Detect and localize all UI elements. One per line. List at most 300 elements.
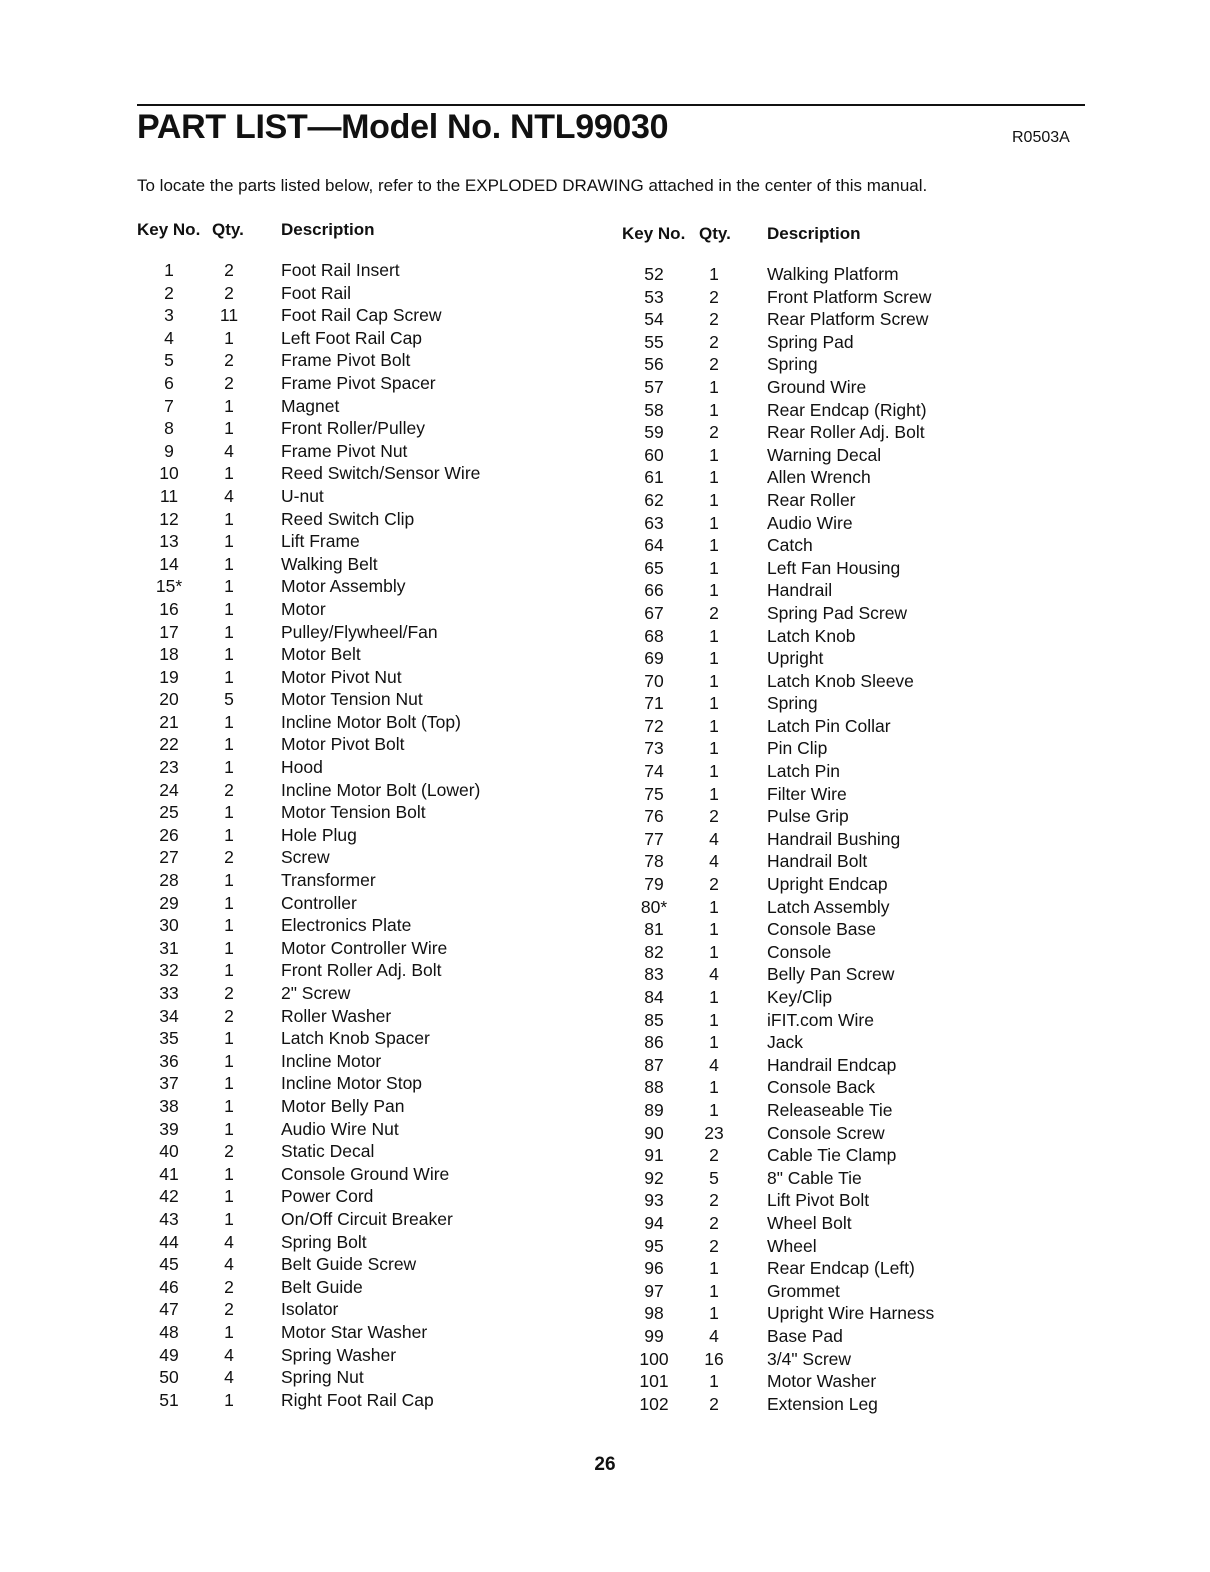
- qty-cell: 2: [709, 1145, 719, 1166]
- description-cell: Isolator: [281, 1299, 339, 1320]
- qty-cell: 1: [224, 915, 234, 936]
- qty-cell: 1: [709, 264, 719, 284]
- key-cell: 51: [159, 1389, 179, 1410]
- key-cell: 26: [159, 824, 179, 845]
- qty-cell: 1: [709, 1077, 719, 1098]
- description-cell: U-nut: [281, 485, 324, 506]
- description-cell: Motor Belly Pan: [281, 1095, 405, 1116]
- key-cell: 34: [159, 1005, 179, 1026]
- key-cell: 17: [159, 621, 179, 642]
- description-cell: Rear Roller Adj. Bolt: [767, 422, 925, 443]
- qty-cell: 4: [224, 440, 234, 461]
- qty-cell: 2: [224, 282, 234, 303]
- key-cell: 7: [164, 395, 174, 416]
- qty-cell: 1: [709, 376, 719, 397]
- qty-cell: 1: [224, 960, 234, 981]
- description-cell: 3/4" Screw: [767, 1348, 852, 1369]
- key-cell: 63: [644, 512, 664, 533]
- qty-cell: 2: [709, 1235, 719, 1256]
- key-cell: 82: [644, 941, 664, 962]
- qty-cell: 4: [224, 1231, 234, 1252]
- key-cell: 60: [644, 444, 664, 465]
- key-cell: 56: [644, 354, 664, 375]
- column-header-qty: Qty.: [699, 224, 731, 243]
- description-cell: Motor Belt: [281, 644, 361, 665]
- description-cell: Latch Knob: [767, 625, 856, 646]
- key-cell: 16: [159, 598, 179, 619]
- key-cell: 22: [159, 734, 179, 755]
- key-cell: 30: [159, 915, 179, 936]
- description-cell: Hood: [281, 757, 323, 778]
- qty-cell: 4: [709, 964, 719, 985]
- qty-cell: 2: [709, 354, 719, 375]
- description-cell: Frame Pivot Spacer: [281, 372, 436, 393]
- key-cell: 101: [639, 1371, 669, 1392]
- description-cell: Motor Pivot Nut: [281, 666, 402, 687]
- key-cell: 65: [644, 557, 664, 578]
- description-cell: 2" Screw: [281, 983, 351, 1003]
- qty-cell: 1: [709, 535, 719, 556]
- key-cell: 42: [159, 1186, 179, 1207]
- key-cell: 45: [159, 1254, 179, 1275]
- key-cell: 33: [159, 983, 179, 1003]
- qty-cell: 1: [709, 738, 719, 759]
- qty-cell: 1: [709, 941, 719, 962]
- description-cell: Filter Wire: [767, 783, 847, 804]
- qty-cell: 4: [224, 1344, 234, 1365]
- description-cell: Pulse Grip: [767, 806, 849, 827]
- key-cell: 62: [644, 489, 664, 510]
- description-cell: Transformer: [281, 870, 376, 891]
- key-cell: 81: [644, 919, 664, 940]
- key-cell: 19: [159, 666, 179, 687]
- description-cell: Latch Assembly: [767, 896, 890, 917]
- description-cell: Audio Wire: [767, 512, 853, 533]
- qty-cell: 5: [224, 689, 234, 710]
- description-cell: Cable Tie Clamp: [767, 1145, 897, 1166]
- qty-cell: 1: [224, 892, 234, 913]
- qty-cell: 1: [224, 508, 234, 529]
- qty-cell: 2: [709, 1393, 719, 1414]
- key-cell: 14: [159, 553, 179, 574]
- qty-cell: 2: [709, 286, 719, 307]
- description-cell: Right Foot Rail Cap: [281, 1389, 434, 1410]
- qty-cell: 1: [224, 1321, 234, 1342]
- description-cell: Motor Assembly: [281, 576, 406, 597]
- key-cell: 79: [644, 874, 664, 895]
- description-cell: 8" Cable Tie: [767, 1167, 862, 1188]
- qty-cell: 1: [224, 1208, 234, 1229]
- description-cell: Frame Pivot Nut: [281, 440, 408, 461]
- qty-cell: 1: [224, 1028, 234, 1049]
- key-cell: 40: [159, 1141, 179, 1162]
- description-cell: Spring Bolt: [281, 1231, 367, 1252]
- key-cell: 68: [644, 625, 664, 646]
- description-cell: Rear Endcap (Right): [767, 399, 927, 420]
- key-cell: 73: [644, 738, 664, 759]
- key-cell: 29: [159, 892, 179, 913]
- qty-cell: 1: [709, 399, 719, 420]
- description-cell: Upright Endcap: [767, 874, 888, 895]
- key-cell: 46: [159, 1276, 179, 1297]
- qty-cell: 1: [224, 531, 234, 552]
- description-cell: Rear Endcap (Left): [767, 1258, 915, 1279]
- qty-cell: 1: [709, 512, 719, 533]
- description-cell: Console: [767, 941, 832, 962]
- description-cell: Motor Controller Wire: [281, 937, 448, 958]
- qty-cell: 2: [709, 806, 719, 827]
- key-cell: 57: [644, 376, 664, 397]
- description-cell: Lift Pivot Bolt: [767, 1190, 870, 1211]
- description-cell: Spring Nut: [281, 1367, 364, 1388]
- column-header-description: Description: [767, 224, 861, 243]
- description-cell: Ground Wire: [767, 376, 867, 397]
- qty-cell: 4: [709, 1054, 719, 1075]
- description-cell: Reed Switch Clip: [281, 508, 415, 529]
- key-cell: 88: [644, 1077, 664, 1098]
- qty-cell: 2: [709, 309, 719, 330]
- key-cell: 102: [639, 1393, 669, 1414]
- qty-cell: 2: [224, 1005, 234, 1026]
- description-cell: Upright Wire Harness: [767, 1303, 935, 1324]
- key-cell: 36: [159, 1050, 179, 1071]
- description-cell: Motor Tension Nut: [281, 689, 423, 710]
- key-cell: 12: [159, 508, 179, 529]
- qty-cell: 2: [224, 350, 234, 371]
- qty-cell: 2: [224, 1299, 234, 1320]
- key-cell: 28: [159, 870, 179, 891]
- key-cell: 86: [644, 1032, 664, 1053]
- key-cell: 87: [644, 1054, 664, 1075]
- description-cell: Extension Leg: [767, 1393, 878, 1414]
- key-cell: 18: [159, 644, 179, 665]
- description-cell: Controller: [281, 892, 357, 913]
- key-cell: 11: [159, 485, 179, 506]
- qty-cell: 1: [709, 1032, 719, 1053]
- qty-cell: 1: [224, 757, 234, 778]
- description-cell: Roller Washer: [281, 1005, 392, 1026]
- key-cell: 91: [644, 1145, 664, 1166]
- description-cell: Audio Wire Nut: [281, 1118, 399, 1139]
- qty-cell: 1: [709, 1303, 719, 1324]
- qty-cell: 1: [709, 489, 719, 510]
- qty-cell: 1: [709, 670, 719, 691]
- key-cell: 37: [159, 1073, 179, 1094]
- page-number: 26: [594, 1454, 616, 1475]
- key-cell: 93: [644, 1190, 664, 1211]
- description-cell: Pulley/Flywheel/Fan: [281, 621, 438, 642]
- key-cell: 38: [159, 1095, 179, 1116]
- page-title: PART LIST—Model No. NTL99030: [137, 108, 669, 146]
- qty-cell: 1: [709, 625, 719, 646]
- qty-cell: 1: [709, 1258, 719, 1279]
- column-header-description: Description: [281, 220, 375, 239]
- qty-cell: 1: [709, 761, 719, 782]
- qty-cell: 1: [709, 1009, 719, 1030]
- description-cell: Releaseable Tie: [767, 1099, 893, 1120]
- qty-cell: 1: [224, 644, 234, 665]
- key-cell: 48: [159, 1321, 179, 1342]
- description-cell: Jack: [767, 1032, 803, 1053]
- description-cell: Belt Guide: [281, 1276, 363, 1297]
- column-header-key: Key No.: [137, 220, 201, 239]
- key-cell: 89: [644, 1099, 664, 1120]
- key-cell: 70: [644, 670, 664, 691]
- qty-cell: 4: [709, 1325, 719, 1346]
- key-cell: 54: [644, 309, 664, 330]
- qty-cell: 23: [704, 1122, 724, 1143]
- qty-cell: 2: [709, 422, 719, 443]
- key-cell: 72: [644, 715, 664, 736]
- key-cell: 69: [644, 648, 664, 669]
- description-cell: Console Screw: [767, 1122, 885, 1143]
- qty-cell: 1: [224, 666, 234, 687]
- qty-cell: 5: [709, 1167, 719, 1188]
- qty-cell: 1: [224, 711, 234, 732]
- key-cell: 41: [159, 1163, 179, 1184]
- key-cell: 59: [644, 422, 664, 443]
- qty-cell: 2: [224, 372, 234, 393]
- description-cell: Wheel: [767, 1235, 817, 1256]
- key-cell: 74: [644, 761, 664, 782]
- qty-cell: 2: [709, 1190, 719, 1211]
- description-cell: Latch Pin Collar: [767, 715, 891, 736]
- qty-cell: 1: [224, 1073, 234, 1094]
- qty-cell: 1: [709, 648, 719, 669]
- description-cell: Walking Belt: [281, 553, 378, 574]
- key-cell: 85: [644, 1009, 664, 1030]
- header-rule: [137, 104, 1085, 106]
- description-cell: Front Roller/Pulley: [281, 418, 425, 439]
- key-cell: 77: [644, 828, 664, 849]
- key-cell: 66: [644, 580, 664, 601]
- key-cell: 97: [644, 1280, 664, 1301]
- key-cell: 31: [159, 937, 179, 958]
- intro-text: To locate the parts listed below, refer to the EXPLODED DRAWING attached in the center of this manual.: [137, 176, 928, 195]
- qty-cell: 1: [709, 580, 719, 601]
- qty-cell: 1: [224, 870, 234, 891]
- description-cell: Belly Pan Screw: [767, 964, 895, 985]
- qty-cell: 2: [224, 847, 234, 868]
- qty-cell: 1: [709, 1371, 719, 1392]
- qty-cell: 1: [709, 783, 719, 804]
- description-cell: Rear Platform Screw: [767, 309, 929, 330]
- qty-cell: 4: [709, 828, 719, 849]
- description-cell: Pin Clip: [767, 738, 828, 759]
- key-cell: 90: [644, 1122, 664, 1143]
- key-cell: 15*: [155, 576, 183, 597]
- key-cell: 58: [644, 399, 664, 420]
- key-cell: 8: [164, 418, 174, 439]
- key-cell: 20: [159, 689, 179, 710]
- key-cell: 32: [159, 960, 179, 981]
- key-cell: 3: [164, 305, 174, 326]
- qty-cell: 1: [224, 824, 234, 845]
- description-cell: Front Platform Screw: [767, 286, 932, 307]
- key-cell: 76: [644, 806, 664, 827]
- qty-cell: 1: [224, 802, 234, 823]
- qty-cell: 4: [224, 1367, 234, 1388]
- description-cell: Motor Star Washer: [281, 1321, 428, 1342]
- description-cell: Upright: [767, 648, 824, 669]
- key-cell: 96: [644, 1258, 664, 1279]
- key-cell: 64: [644, 535, 664, 556]
- description-cell: Foot Rail Insert: [281, 260, 400, 280]
- key-cell: 84: [644, 987, 664, 1007]
- description-cell: Latch Pin: [767, 761, 840, 782]
- qty-cell: 4: [709, 851, 719, 872]
- description-cell: Console Ground Wire: [281, 1163, 450, 1184]
- qty-cell: 2: [224, 1276, 234, 1297]
- description-cell: Walking Platform: [767, 264, 899, 284]
- qty-cell: 1: [224, 576, 234, 597]
- key-cell: 92: [644, 1167, 664, 1188]
- key-cell: 27: [159, 847, 179, 868]
- key-cell: 99: [644, 1325, 664, 1346]
- column-header-qty: Qty.: [212, 220, 244, 239]
- description-cell: Power Cord: [281, 1186, 374, 1207]
- qty-cell: 1: [224, 463, 234, 484]
- description-cell: Spring: [767, 354, 818, 375]
- description-cell: Allen Wrench: [767, 467, 871, 488]
- column-header-key: Key No.: [622, 224, 686, 243]
- key-cell: 23: [159, 757, 179, 778]
- description-cell: Wheel Bolt: [767, 1212, 852, 1233]
- description-cell: Spring Pad: [767, 331, 854, 352]
- qty-cell: 1: [709, 987, 719, 1007]
- key-cell: 50: [159, 1367, 179, 1388]
- qty-cell: 1: [224, 553, 234, 574]
- description-cell: Handrail Bushing: [767, 828, 901, 849]
- key-cell: 47: [159, 1299, 179, 1320]
- qty-cell: 4: [224, 1254, 234, 1275]
- description-cell: Foot Rail Cap Screw: [281, 305, 442, 326]
- description-cell: Foot Rail: [281, 282, 352, 303]
- key-cell: 21: [159, 711, 179, 732]
- description-cell: Electronics Plate: [281, 915, 412, 936]
- qty-cell: 2: [224, 1141, 234, 1162]
- key-cell: 95: [644, 1235, 664, 1256]
- qty-cell: 1: [224, 621, 234, 642]
- document-code: R0503A: [1012, 129, 1070, 146]
- description-cell: Handrail Endcap: [767, 1054, 897, 1075]
- description-cell: Handrail Bolt: [767, 851, 868, 872]
- qty-cell: 1: [224, 1389, 234, 1410]
- key-cell: 52: [644, 264, 664, 284]
- description-cell: Screw: [281, 847, 330, 868]
- qty-cell: 1: [224, 734, 234, 755]
- key-cell: 55: [644, 331, 664, 352]
- description-cell: Latch Knob Sleeve: [767, 670, 914, 691]
- qty-cell: 1: [224, 598, 234, 619]
- description-cell: Incline Motor Bolt (Lower): [281, 779, 481, 800]
- description-cell: Motor Washer: [767, 1371, 877, 1392]
- description-cell: iFIT.com Wire: [767, 1009, 874, 1030]
- description-cell: Console Base: [767, 919, 876, 940]
- description-cell: Grommet: [767, 1280, 840, 1301]
- key-cell: 24: [159, 779, 179, 800]
- key-cell: 71: [644, 693, 664, 714]
- description-cell: Hole Plug: [281, 824, 357, 845]
- description-cell: Static Decal: [281, 1141, 375, 1162]
- description-cell: Incline Motor Bolt (Top): [281, 711, 461, 732]
- qty-cell: 1: [224, 1163, 234, 1184]
- key-cell: 78: [644, 851, 664, 872]
- qty-cell: 1: [709, 715, 719, 736]
- description-cell: Motor Pivot Bolt: [281, 734, 405, 755]
- key-cell: 67: [644, 602, 664, 623]
- key-cell: 80*: [640, 896, 668, 917]
- description-cell: Magnet: [281, 395, 340, 416]
- qty-cell: 1: [709, 444, 719, 465]
- description-cell: Key/Clip: [767, 987, 833, 1007]
- key-cell: 83: [644, 964, 664, 985]
- key-cell: 44: [159, 1231, 179, 1252]
- description-cell: Frame Pivot Bolt: [281, 350, 411, 371]
- key-cell: 75: [644, 783, 664, 804]
- description-cell: Left Fan Housing: [767, 557, 901, 578]
- qty-cell: 2: [224, 779, 234, 800]
- description-cell: Spring Pad Screw: [767, 602, 908, 623]
- description-cell: Belt Guide Screw: [281, 1254, 417, 1275]
- qty-cell: 1: [709, 896, 719, 917]
- qty-cell: 1: [224, 1186, 234, 1207]
- qty-cell: 1: [709, 467, 719, 488]
- key-cell: 25: [159, 802, 179, 823]
- qty-cell: 2: [709, 1212, 719, 1233]
- key-cell: 4: [164, 327, 174, 348]
- description-cell: Reed Switch/Sensor Wire: [281, 463, 481, 484]
- key-cell: 9: [164, 440, 174, 461]
- qty-cell: 4: [224, 485, 234, 506]
- qty-cell: 1: [224, 1050, 234, 1071]
- qty-cell: 16: [704, 1348, 724, 1369]
- key-cell: 61: [644, 467, 664, 488]
- description-cell: Motor: [281, 598, 326, 619]
- key-cell: 5: [164, 350, 174, 371]
- qty-cell: 1: [709, 1099, 719, 1120]
- key-cell: 94: [644, 1212, 664, 1233]
- key-cell: 35: [159, 1028, 179, 1049]
- description-cell: Warning Decal: [767, 444, 882, 465]
- qty-cell: 1: [709, 1280, 719, 1301]
- qty-cell: 1: [224, 937, 234, 958]
- qty-cell: 2: [709, 602, 719, 623]
- description-cell: On/Off Circuit Breaker: [281, 1208, 453, 1229]
- key-cell: 1: [164, 260, 174, 280]
- description-cell: Incline Motor: [281, 1050, 382, 1071]
- description-cell: Latch Knob Spacer: [281, 1028, 430, 1049]
- qty-cell: 1: [224, 327, 234, 348]
- description-cell: Base Pad: [767, 1325, 843, 1346]
- key-cell: 43: [159, 1208, 179, 1229]
- description-cell: Left Foot Rail Cap: [281, 327, 423, 348]
- description-cell: Spring Washer: [281, 1344, 397, 1365]
- key-cell: 100: [639, 1348, 669, 1369]
- qty-cell: 1: [224, 418, 234, 439]
- qty-cell: 2: [709, 874, 719, 895]
- qty-cell: 1: [709, 919, 719, 940]
- key-cell: 10: [159, 463, 179, 484]
- qty-cell: 1: [709, 557, 719, 578]
- key-cell: 13: [159, 531, 179, 552]
- description-cell: Lift Frame: [281, 531, 360, 552]
- qty-cell: 2: [224, 260, 234, 280]
- qty-cell: 1: [224, 1095, 234, 1116]
- key-cell: 2: [164, 282, 174, 303]
- qty-cell: 1: [224, 1118, 234, 1139]
- description-cell: Console Back: [767, 1077, 875, 1098]
